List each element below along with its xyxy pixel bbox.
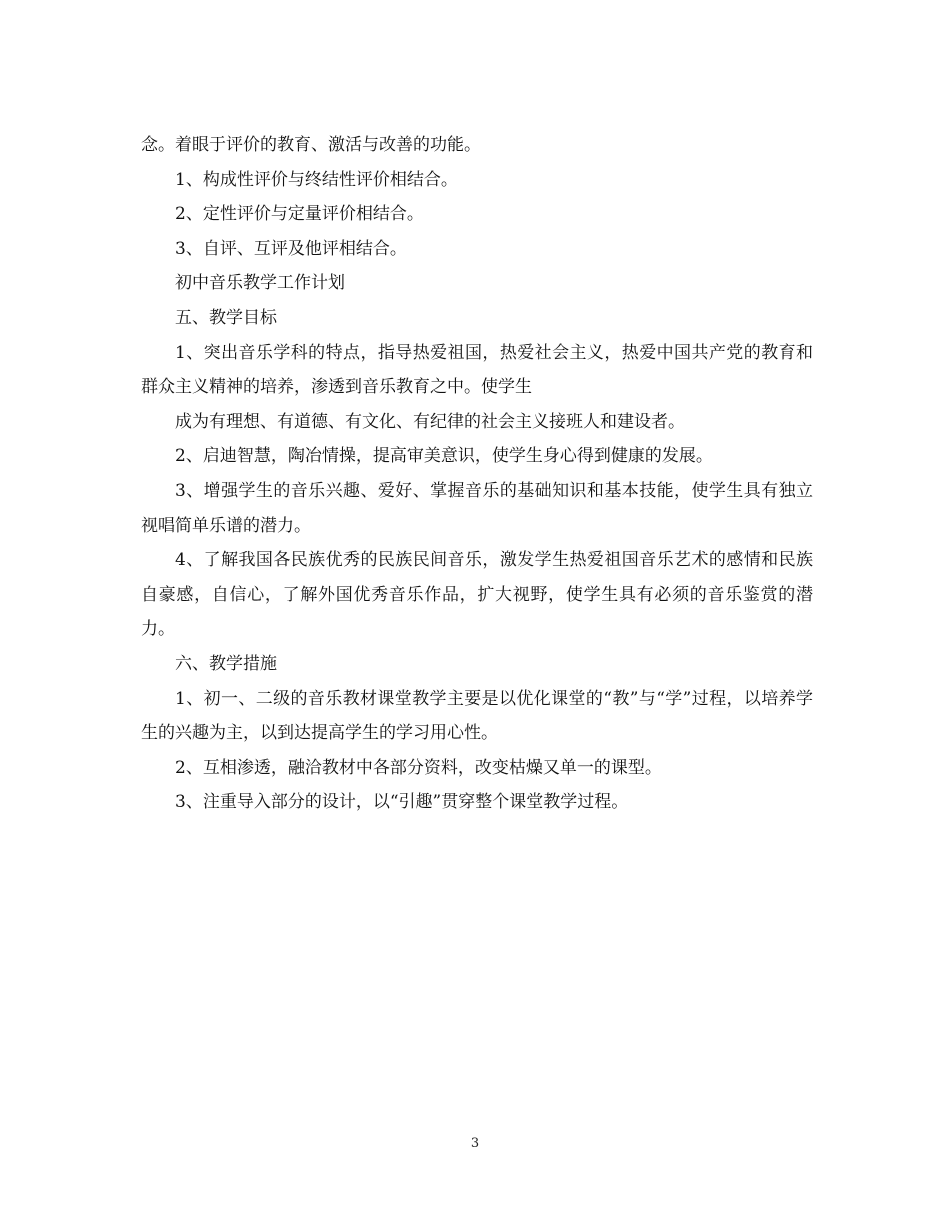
paragraph: 成为有理想、有道德、有文化、有纪律的社会主义接班人和建设者。 [175, 411, 685, 432]
section-heading: 五、教学目标 [175, 307, 277, 328]
paragraph: 2、互相渗透，融洽教材中各部分资料，改变枯燥又单一的课型。 [175, 757, 662, 778]
paragraph: 1、初一、二级的音乐教材课堂教学主要是以优化课堂的“教”与“学”过程，以培养学生的兴趣为主，以到达提高学生的学习用心性。 [141, 688, 813, 744]
section-heading: 六、教学措施 [175, 653, 277, 674]
paragraph: 1、构成性评价与终结性评价相结合。 [175, 169, 458, 190]
section-title: 初中音乐教学工作计划 [175, 273, 345, 294]
paragraph: 3、自评、互评及他评相结合。 [175, 238, 407, 259]
paragraph: 念。着眼于评价的教育、激活与改善的功能。 [141, 135, 481, 155]
paragraph: 2、启迪智慧，陶冶情操，提高审美意识，使学生身心得到健康的发展。 [175, 446, 713, 467]
paragraph: 3、注重导入部分的设计，以“引趣”贯穿整个课堂教学过程。 [175, 792, 629, 813]
paragraph: 2、定性评价与定量评价相结合。 [175, 204, 424, 225]
paragraph: 4、了解我国各民族优秀的民族民间音乐，激发学生热爱祖国音乐艺术的感情和民族自豪感，自信心，了解外国优秀音乐作品，扩大视野，使学生具有必须的音乐鉴赏的潜力。 [141, 550, 813, 640]
document-body [141, 128, 813, 820]
page-number: 3 [470, 1136, 480, 1151]
paragraph: 3、增强学生的音乐兴趣、爱好、掌握音乐的基础知识和基本技能，使学生具有独立视唱简单乐谱的潜力。 [141, 480, 813, 536]
paragraph: 1、突出音乐学科的特点，指导热爱祖国，热爱社会主义，热爱中国共产党的教育和群众主义精神的培养，渗透到音乐教育之中。使学生 [141, 342, 813, 398]
